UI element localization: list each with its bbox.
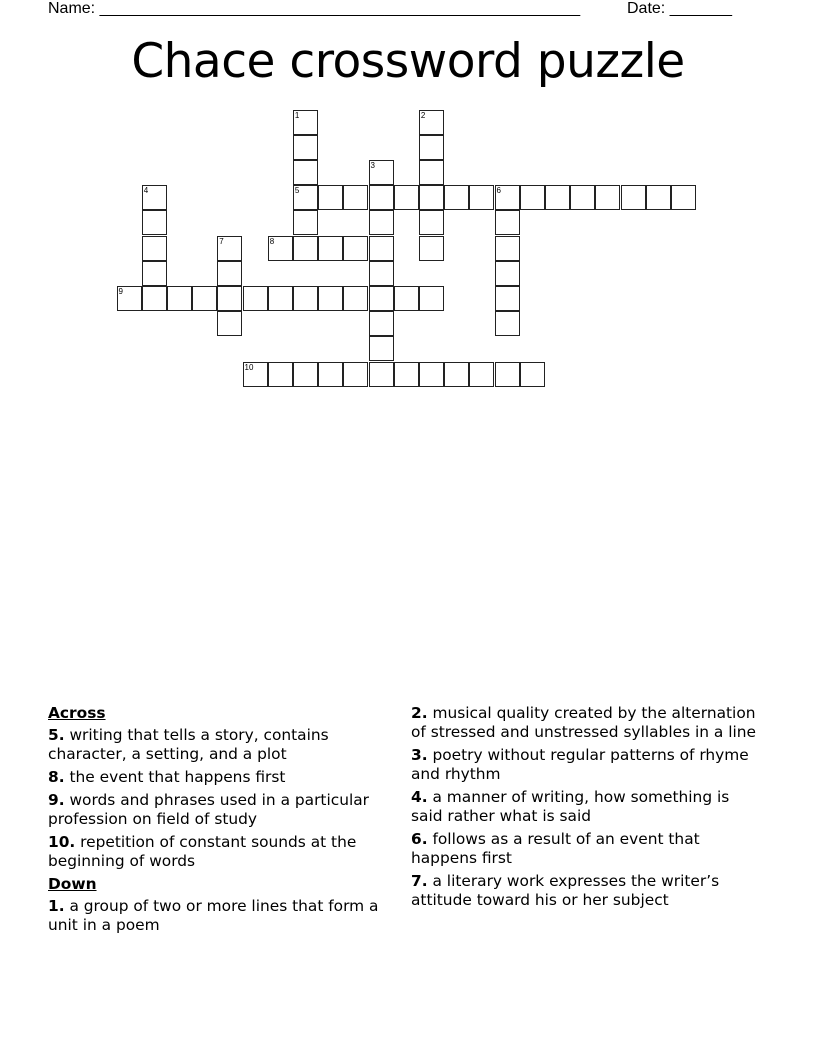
grid-cell[interactable]: [318, 185, 343, 210]
grid-cell[interactable]: [369, 160, 394, 185]
grid-cell[interactable]: [293, 185, 318, 210]
clues-left-column: [48, 704, 393, 939]
grid-cell[interactable]: [117, 286, 142, 311]
grid-cell[interactable]: [394, 286, 419, 311]
grid-cell[interactable]: [142, 236, 167, 261]
clues-right-column: [411, 704, 756, 914]
grid-cell[interactable]: [293, 110, 318, 135]
grid-cell[interactable]: [394, 362, 419, 387]
grid-cell[interactable]: [142, 210, 167, 235]
page-title: Chace crossword puzzle: [131, 34, 685, 89]
grid-cell[interactable]: [268, 236, 293, 261]
grid-cell[interactable]: [520, 362, 545, 387]
clue-number-label: 3: [370, 160, 375, 170]
clue-number-label: 7: [219, 236, 224, 246]
grid-cell[interactable]: [142, 185, 167, 210]
grid-cell[interactable]: [419, 286, 444, 311]
clue-down-3: [411, 746, 756, 784]
grid-cell[interactable]: [419, 236, 444, 261]
clue-number: 8.: [48, 768, 65, 786]
clue-down-2: [411, 704, 756, 742]
grid-cell[interactable]: [217, 286, 242, 311]
grid-cell[interactable]: [495, 311, 520, 336]
grid-cell[interactable]: [343, 236, 368, 261]
clue-number: 10.: [48, 833, 76, 851]
grid-cell[interactable]: [646, 185, 671, 210]
clue-text: a literary work expresses the writer’s attitude toward his or her subject: [411, 872, 720, 909]
grid-cell[interactable]: [369, 311, 394, 336]
grid-cell[interactable]: [419, 185, 444, 210]
clue-number: 6.: [411, 830, 428, 848]
name-field: Name: ______________________________________________________: [48, 0, 581, 17]
grid-cell[interactable]: [495, 185, 520, 210]
grid-cell[interactable]: [343, 185, 368, 210]
grid-cell[interactable]: [495, 210, 520, 235]
grid-cell[interactable]: [369, 336, 394, 361]
grid-cell[interactable]: [419, 362, 444, 387]
grid-cell[interactable]: [318, 236, 343, 261]
clue-number-label: 8: [269, 236, 275, 246]
grid-cell[interactable]: [595, 185, 620, 210]
grid-cell[interactable]: [369, 362, 394, 387]
grid-cell[interactable]: [419, 160, 444, 185]
grid-cell[interactable]: [369, 210, 394, 235]
grid-cell[interactable]: [444, 362, 469, 387]
grid-cell[interactable]: [268, 286, 293, 311]
clue-number-label: 2: [420, 110, 426, 120]
grid-cell[interactable]: [293, 160, 318, 185]
grid-cell[interactable]: [293, 135, 318, 160]
grid-cell[interactable]: [520, 185, 545, 210]
grid-cell[interactable]: [495, 236, 520, 261]
grid-cell[interactable]: [142, 261, 167, 286]
clue-number-label: 9: [118, 286, 123, 296]
grid-cell[interactable]: [217, 311, 242, 336]
clue-across-5: [48, 726, 393, 764]
clue-number-label: 5: [294, 186, 300, 196]
grid-cell[interactable]: [293, 286, 318, 311]
grid-cell[interactable]: [293, 236, 318, 261]
grid-cell[interactable]: [343, 286, 368, 311]
clue-text: repetition of constant sounds at the beginning of words: [48, 833, 357, 870]
grid-cell[interactable]: [419, 110, 444, 135]
clue-text: musical quality created by the alternation of stressed and unstressed syllables in a line: [411, 704, 756, 741]
clue-down-7: [411, 872, 756, 910]
clue-down-1: [48, 897, 393, 935]
grid-cell[interactable]: [293, 362, 318, 387]
clue-number-label: 4: [143, 186, 149, 196]
clue-number-label: 10: [244, 362, 254, 372]
clue-number: 4.: [411, 788, 428, 806]
grid-cell[interactable]: [419, 210, 444, 235]
clue-text: the event that happens first: [69, 768, 286, 786]
grid-cell[interactable]: [369, 261, 394, 286]
clue-number-label: 1: [294, 110, 300, 120]
clue-number: 3.: [411, 746, 428, 764]
grid-cell[interactable]: [495, 261, 520, 286]
clue-number: 7.: [411, 872, 428, 890]
grid-cell[interactable]: [394, 185, 419, 210]
clue-number: 9.: [48, 791, 65, 809]
clue-text: writing that tells a story, contains character, a setting, and a plot: [48, 726, 329, 763]
grid-cell[interactable]: [469, 362, 494, 387]
across-heading: Across: [48, 704, 106, 722]
grid-cell[interactable]: [419, 135, 444, 160]
clue-text: words and phrases used in a particular profession on field of study: [48, 791, 369, 828]
grid-cell[interactable]: [495, 286, 520, 311]
grid-cell[interactable]: [293, 210, 318, 235]
clue-number: 2.: [411, 704, 428, 722]
grid-cell[interactable]: [343, 362, 368, 387]
grid-cell[interactable]: [495, 362, 520, 387]
grid-cell[interactable]: [570, 185, 595, 210]
clue-across-9: [48, 791, 393, 829]
grid-cell[interactable]: [243, 362, 268, 387]
clue-down-4: [411, 788, 756, 826]
grid-cell[interactable]: [369, 185, 394, 210]
clue-number: 1.: [48, 897, 65, 915]
grid-cell[interactable]: [318, 286, 343, 311]
clue-across-8: [48, 768, 393, 787]
clue-text: follows as a result of an event that happens first: [411, 830, 700, 867]
grid-cell[interactable]: [671, 185, 696, 210]
clue-text: a group of two or more lines that form a unit in a poem: [48, 897, 379, 934]
grid-cell[interactable]: [167, 286, 192, 311]
grid-cell[interactable]: [217, 261, 242, 286]
grid-cell[interactable]: [217, 236, 242, 261]
date-field: Date: _______: [627, 0, 732, 17]
grid-cell[interactable]: [318, 362, 343, 387]
clue-text: a manner of writing, how something is said rather what is said: [411, 788, 730, 825]
grid-cell[interactable]: [369, 236, 394, 261]
grid-cell[interactable]: [621, 185, 646, 210]
grid-cell[interactable]: [268, 362, 293, 387]
grid-cell[interactable]: [142, 286, 167, 311]
grid-cell[interactable]: [192, 286, 217, 311]
grid-cell[interactable]: [545, 185, 570, 210]
grid-cell[interactable]: [369, 286, 394, 311]
clue-down-6: [411, 830, 756, 868]
grid-cell[interactable]: [243, 286, 268, 311]
clue-number: 5.: [48, 726, 65, 744]
clue-number-label: 6: [496, 186, 501, 196]
down-heading: Down: [48, 875, 97, 893]
grid-cell[interactable]: [444, 185, 469, 210]
clue-across-10: [48, 833, 393, 871]
clue-text: poetry without regular patterns of rhyme and rhythm: [411, 746, 749, 783]
grid-cell[interactable]: [469, 185, 494, 210]
